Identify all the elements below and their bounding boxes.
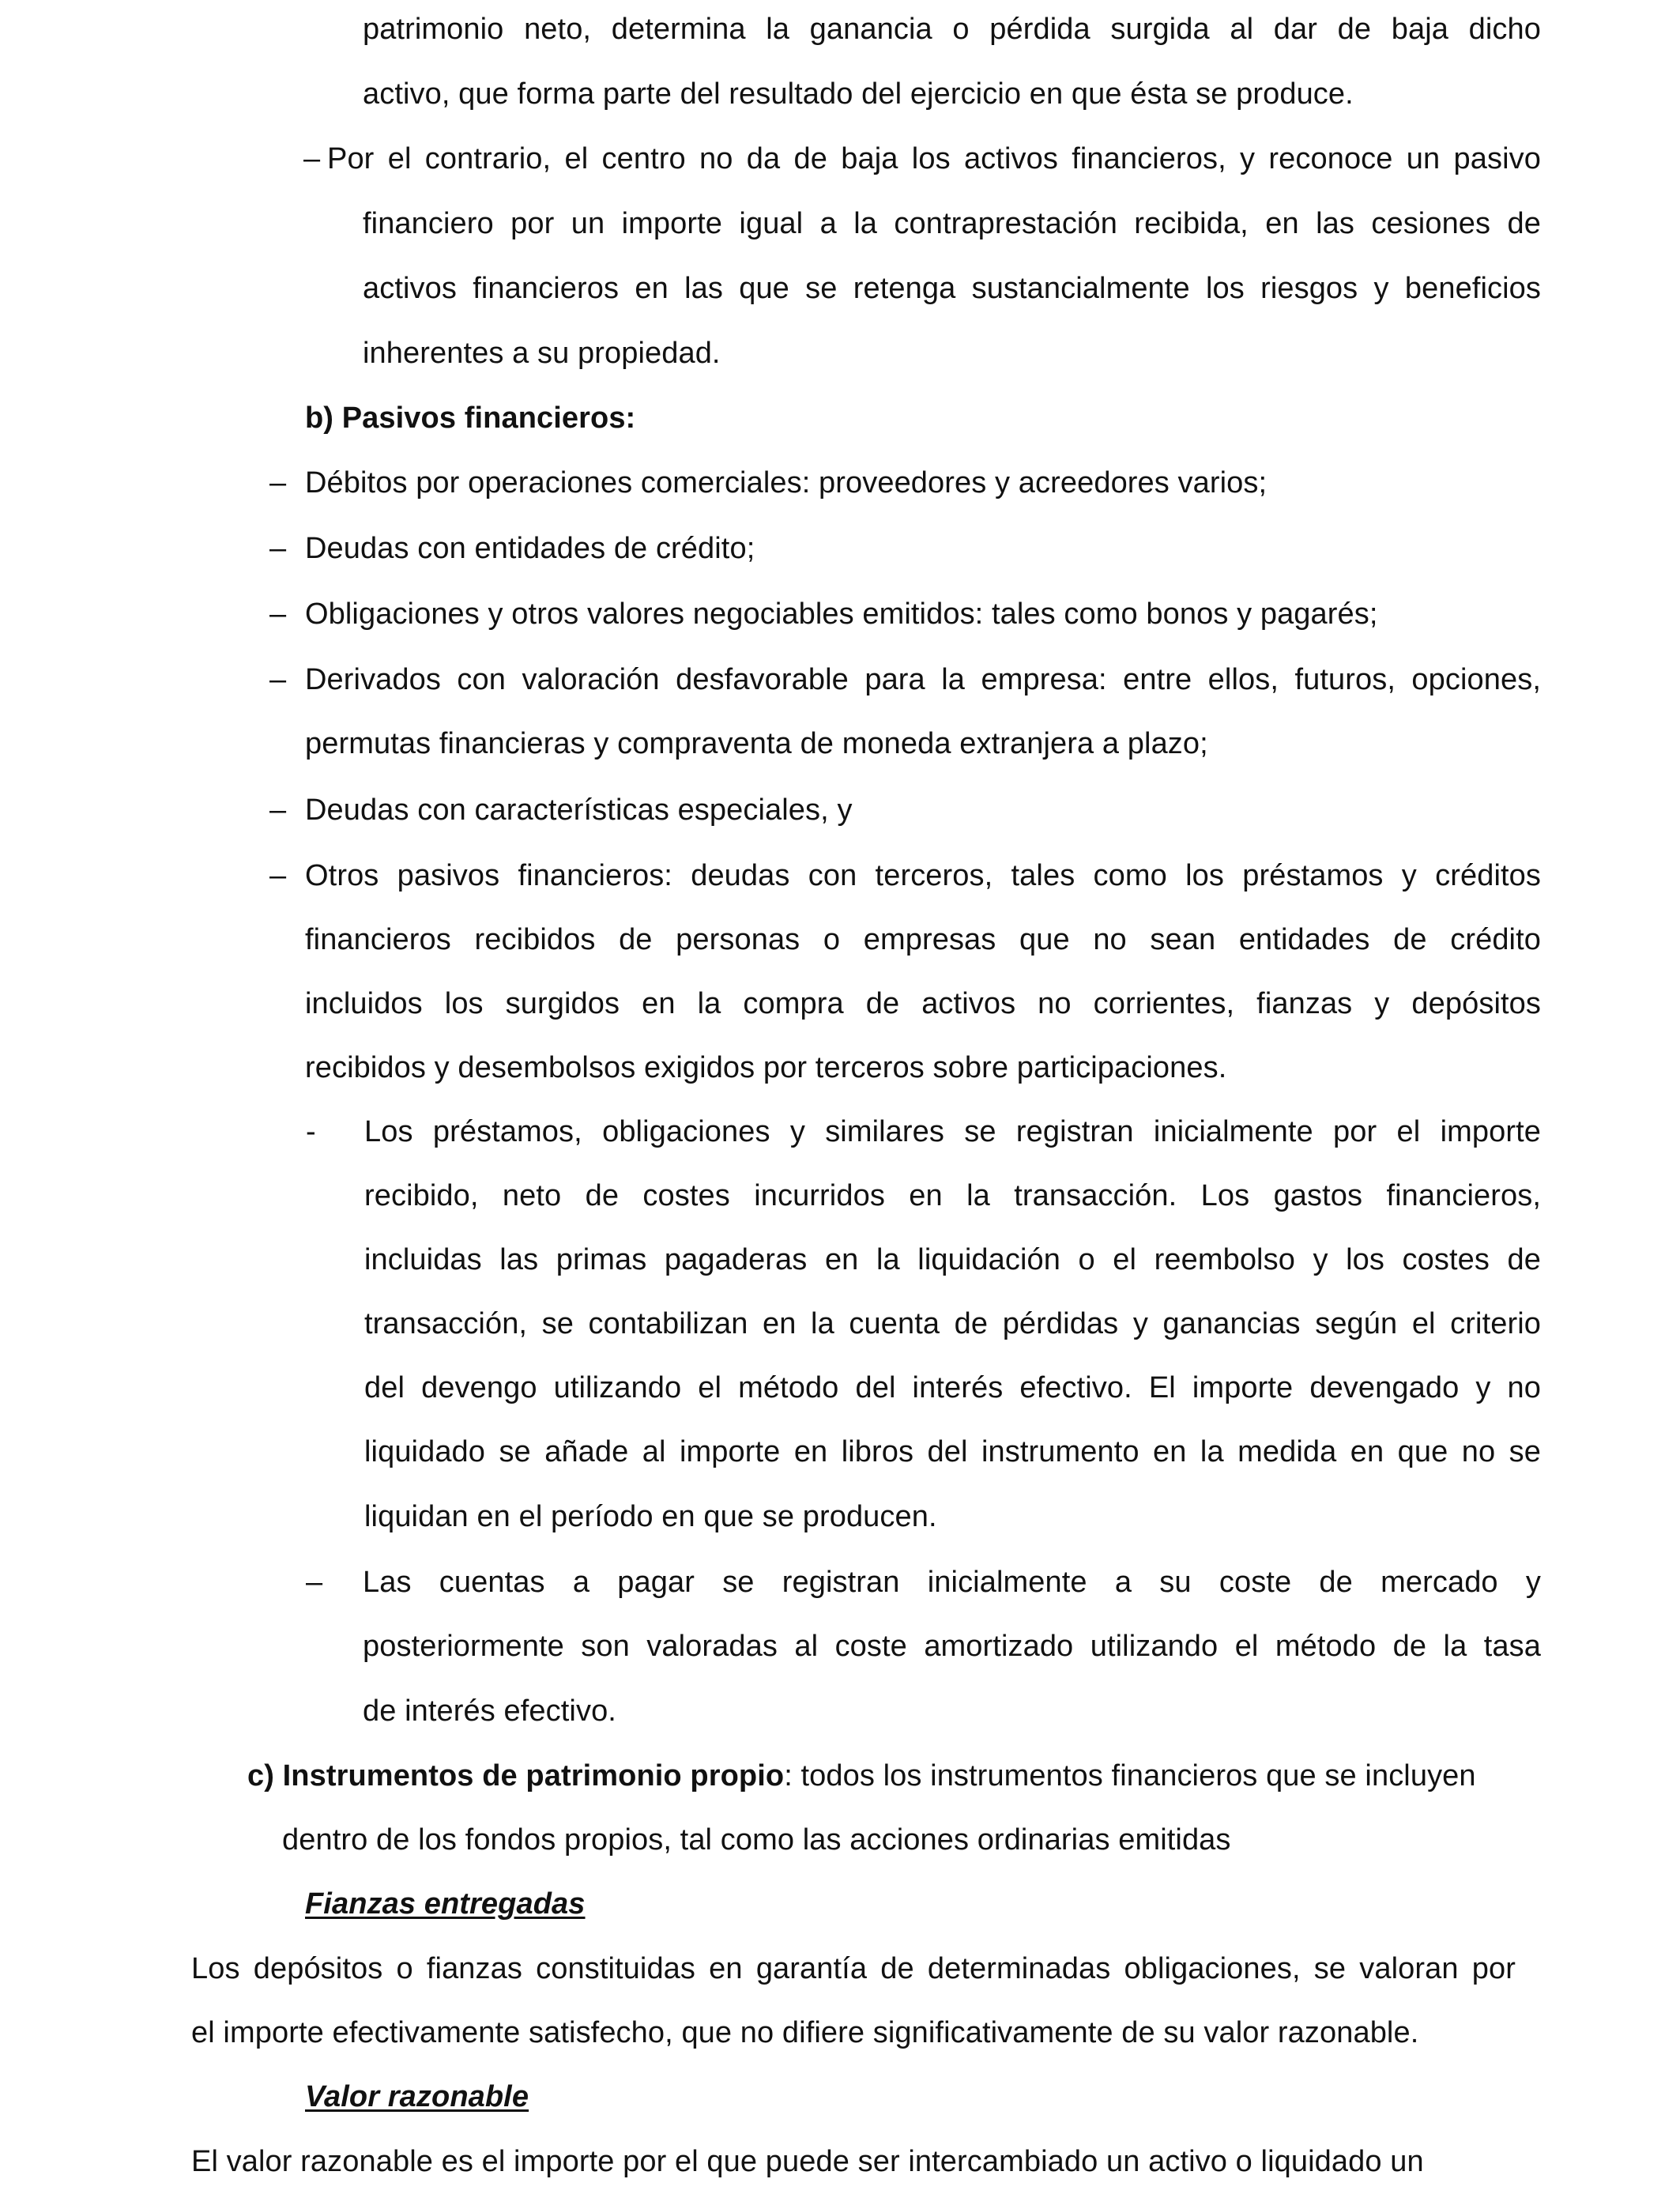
contrario-line-2: financiero por un importe igual a la contraprestación recibida, en las cesiones de [363,207,1541,240]
prestamos-line-4: transacción, se contabilizan en la cuenta de pérdidas y ganancias según el criterio [364,1307,1541,1340]
prestamos-line-6: liquidado se añade al importe en libros del instrumento en la medida en que no se [364,1435,1541,1468]
prestamos-line-2: recibido, neto de costes incurridos en la transacción. Los gastos financieros, [364,1179,1541,1212]
bullet-dash: – [269,532,287,565]
pasivo-item-1: Débitos por operaciones comerciales: proveedores y acreedores varios; [305,466,1268,499]
pasivo-item-5: Deudas con características especiales, y [305,794,853,827]
bullet-dash: – [269,859,287,892]
pasivo-item-4-line-1: Derivados con valoración desfavorable para la empresa: entre ellos, futuros, opciones, [305,663,1541,696]
prestamos-line-3: incluidas las primas pagaderas en la liquidación o el reembolso y los costes de [364,1243,1541,1276]
intro-line-1: patrimonio neto, determina la ganancia o pérdida surgida al dar de baja dicho [363,13,1541,46]
pasivo-item-4-line-2: permutas financieras y compraventa de moneda extranjera a plazo; [305,727,1208,760]
section-c-line-2: dentro de los fondos propios, tal como las acciones ordinarias emitidas [282,1823,1231,1857]
pasivo-item-3: Obligaciones y otros valores negociables emitidos: tales como bonos y pagarés; [305,598,1378,631]
bullet-dash: – [303,142,321,175]
sub-bullet-hyphen: - [306,1115,316,1148]
valor-heading: Valor razonable [305,2080,529,2113]
contrario-line-4: inherentes a su propiedad. [363,337,721,370]
prestamos-line-1: Los préstamos, obligaciones y similares se registran inicialmente por el importe [364,1115,1541,1148]
cuentas-line-2: posteriormente son valoradas al coste amortizado utilizando el método de la tasa [363,1630,1541,1663]
bullet-dash: – [269,663,287,696]
pasivo-item-6-line-2: financieros recibidos de personas o empresas que no sean entidades de crédito [305,923,1541,956]
prestamos-line-5: del devengo utilizando el método del interés efectivo. El importe devengado y no [364,1371,1541,1404]
pasivo-item-6-line-1: Otros pasivos financieros: deudas con terceros, tales como los préstamos y créditos [305,859,1541,892]
section-c-text: : todos los instrumentos financieros que se incluyen [784,1759,1476,1793]
pasivo-item-6-line-3: incluidos los surgidos en la compra de activos no corrientes, fianzas y depósitos [305,987,1541,1020]
section-c-line-1 [247,1758,1476,1794]
bullet-dash: – [269,794,287,827]
sub-bullet-dash: – [306,1566,323,1599]
bullet-dash: – [269,598,287,631]
pasivo-item-2: Deudas con entidades de crédito; [305,532,755,565]
contrario-line-3: activos financieros en las que se retenga sustancialmente los riesgos y beneficios [363,272,1541,305]
cuentas-line-3: de interés efectivo. [363,1695,616,1728]
fianzas-line-2: el importe efectivamente satisfecho, que no difiere significativamente de su valor razonable. [191,2016,1419,2049]
cuentas-line-1: Las cuentas a pagar se registran inicialmente a su coste de mercado y [363,1566,1541,1599]
intro-line-2: activo, que forma parte del resultado del ejercicio en que ésta se produce. [363,77,1354,111]
prestamos-line-7: liquidan en el período en que se producen. [364,1500,937,1533]
contrario-line-1: Por el contrario, el centro no da de baja los activos financieros, y reconoce un pasivo [327,142,1541,175]
valor-line-1: El valor razonable es el importe por el que puede ser intercambiado un activo o liquidado un [191,2145,1424,2178]
section-c-heading: c) Instrumentos de patrimonio propio [247,1759,785,1793]
bullet-dash: – [269,466,287,499]
section-b-heading: b) Pasivos financieros: [305,401,636,435]
pasivo-item-6-line-4: recibidos y desembolsos exigidos por terceros sobre participaciones. [305,1051,1227,1084]
fianzas-heading: Fianzas entregadas [305,1887,586,1921]
fianzas-line-1: Los depósitos o fianzas constituidas en garantía de determinadas obligaciones, se valoran por [191,1952,1516,1985]
